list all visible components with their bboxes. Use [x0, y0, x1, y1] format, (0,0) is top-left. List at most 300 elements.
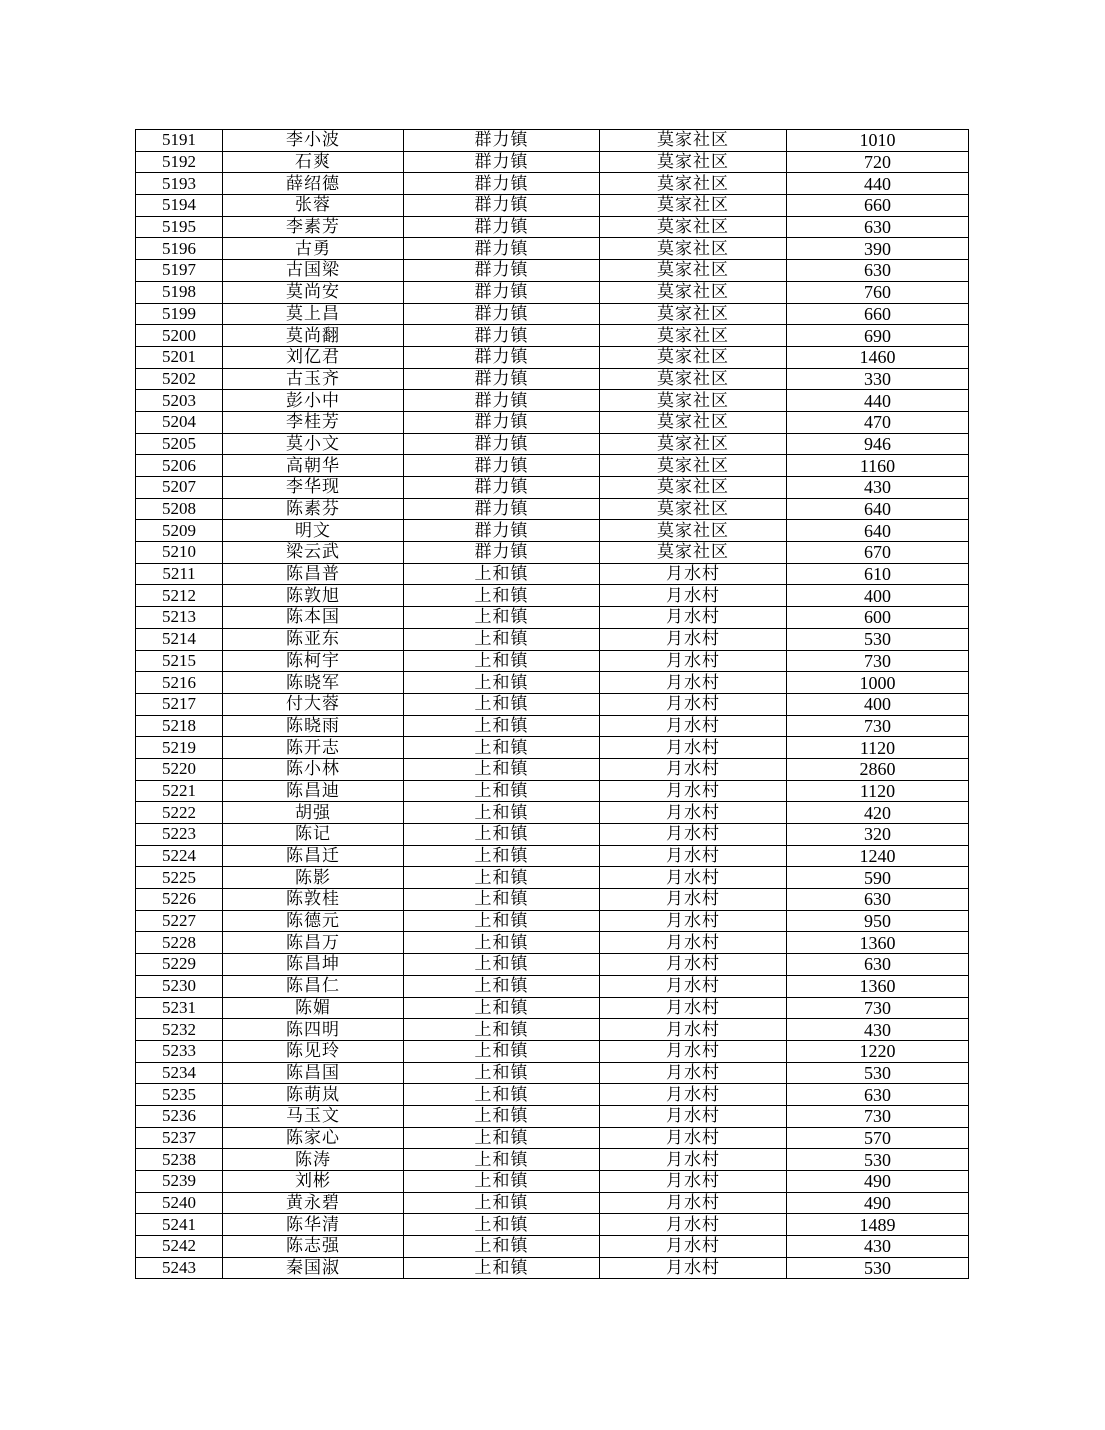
cell-amount: 630: [787, 954, 969, 976]
cell-town: 上和镇: [404, 780, 600, 802]
cell-village: 莫家社区: [600, 498, 787, 520]
cell-amount: 1220: [787, 1040, 969, 1062]
cell-person-name: 陈晓军: [223, 672, 404, 694]
cell-amount: 730: [787, 1105, 969, 1127]
cell-person-name: 陈影: [223, 867, 404, 889]
cell-town: 上和镇: [404, 1084, 600, 1106]
table-row: [136, 477, 969, 499]
cell-amount: 1360: [787, 932, 969, 954]
cell-village: 月水村: [600, 1084, 787, 1106]
cell-town: 群力镇: [404, 498, 600, 520]
cell-town: 上和镇: [404, 607, 600, 629]
cell-amount: 670: [787, 542, 969, 564]
cell-serial-number: 5227: [136, 910, 223, 932]
cell-person-name: 陈媚: [223, 997, 404, 1019]
cell-amount: 1240: [787, 845, 969, 867]
cell-amount: 400: [787, 585, 969, 607]
cell-serial-number: 5208: [136, 498, 223, 520]
cell-serial-number: 5206: [136, 455, 223, 477]
table-row: [136, 1040, 969, 1062]
cell-amount: 430: [787, 1236, 969, 1258]
cell-person-name: 秦国淑: [223, 1257, 404, 1279]
cell-person-name: 陈昌万: [223, 932, 404, 954]
cell-serial-number: 5234: [136, 1062, 223, 1084]
table-row: [136, 954, 969, 976]
table-row: [136, 130, 969, 152]
cell-town: 群力镇: [404, 216, 600, 238]
cell-person-name: 陈开志: [223, 737, 404, 759]
cell-town: 上和镇: [404, 1192, 600, 1214]
cell-town: 上和镇: [404, 650, 600, 672]
cell-town: 群力镇: [404, 130, 600, 152]
cell-amount: 630: [787, 889, 969, 911]
cell-town: 群力镇: [404, 238, 600, 260]
cell-amount: 490: [787, 1192, 969, 1214]
cell-amount: 570: [787, 1127, 969, 1149]
cell-amount: 610: [787, 563, 969, 585]
table-row: [136, 867, 969, 889]
cell-person-name: 陈萌岚: [223, 1084, 404, 1106]
cell-serial-number: 5220: [136, 758, 223, 780]
cell-person-name: 陈志强: [223, 1236, 404, 1258]
table-row: [136, 542, 969, 564]
cell-amount: 1489: [787, 1214, 969, 1236]
table-row: [136, 1171, 969, 1193]
table-row: [136, 1236, 969, 1258]
cell-amount: 1160: [787, 455, 969, 477]
cell-person-name: 陈小林: [223, 758, 404, 780]
table-row: [136, 303, 969, 325]
table-row: [136, 910, 969, 932]
cell-serial-number: 5199: [136, 303, 223, 325]
cell-town: 上和镇: [404, 867, 600, 889]
cell-village: 莫家社区: [600, 216, 787, 238]
cell-person-name: 莫尚翻: [223, 325, 404, 347]
cell-village: 月水村: [600, 975, 787, 997]
cell-village: 月水村: [600, 607, 787, 629]
cell-village: 月水村: [600, 715, 787, 737]
cell-village: 莫家社区: [600, 433, 787, 455]
cell-town: 上和镇: [404, 1257, 600, 1279]
cell-serial-number: 5233: [136, 1040, 223, 1062]
cell-amount: 630: [787, 260, 969, 282]
cell-town: 上和镇: [404, 628, 600, 650]
table-row: [136, 325, 969, 347]
cell-amount: 530: [787, 1257, 969, 1279]
cell-village: 莫家社区: [600, 281, 787, 303]
cell-person-name: 陈昌普: [223, 563, 404, 585]
cell-person-name: 陈德元: [223, 910, 404, 932]
cell-town: 上和镇: [404, 737, 600, 759]
cell-town: 上和镇: [404, 824, 600, 846]
cell-town: 上和镇: [404, 910, 600, 932]
cell-serial-number: 5204: [136, 411, 223, 433]
cell-serial-number: 5197: [136, 260, 223, 282]
cell-village: 月水村: [600, 758, 787, 780]
cell-person-name: 莫小文: [223, 433, 404, 455]
cell-village: 莫家社区: [600, 303, 787, 325]
cell-serial-number: 5240: [136, 1192, 223, 1214]
cell-person-name: 陈涛: [223, 1149, 404, 1171]
cell-amount: 2860: [787, 758, 969, 780]
cell-town: 上和镇: [404, 997, 600, 1019]
cell-village: 月水村: [600, 1236, 787, 1258]
cell-village: 月水村: [600, 563, 787, 585]
table-row: [136, 758, 969, 780]
cell-town: 群力镇: [404, 411, 600, 433]
cell-village: 月水村: [600, 932, 787, 954]
cell-person-name: 陈华清: [223, 1214, 404, 1236]
cell-person-name: 李桂芳: [223, 411, 404, 433]
cell-town: 群力镇: [404, 260, 600, 282]
cell-amount: 530: [787, 1062, 969, 1084]
cell-village: 月水村: [600, 1192, 787, 1214]
cell-person-name: 陈晓雨: [223, 715, 404, 737]
cell-town: 上和镇: [404, 802, 600, 824]
table-row: [136, 281, 969, 303]
cell-serial-number: 5196: [136, 238, 223, 260]
cell-amount: 630: [787, 216, 969, 238]
cell-town: 上和镇: [404, 975, 600, 997]
cell-amount: 630: [787, 1084, 969, 1106]
table-row: [136, 1062, 969, 1084]
cell-town: 上和镇: [404, 954, 600, 976]
cell-serial-number: 5241: [136, 1214, 223, 1236]
cell-town: 群力镇: [404, 281, 600, 303]
cell-amount: 950: [787, 910, 969, 932]
table-row: [136, 1084, 969, 1106]
cell-village: 莫家社区: [600, 173, 787, 195]
table-row: [136, 585, 969, 607]
cell-serial-number: 5221: [136, 780, 223, 802]
cell-serial-number: 5191: [136, 130, 223, 152]
cell-serial-number: 5230: [136, 975, 223, 997]
table-row: [136, 238, 969, 260]
cell-person-name: 陈敦桂: [223, 889, 404, 911]
cell-amount: 330: [787, 368, 969, 390]
cell-serial-number: 5229: [136, 954, 223, 976]
cell-person-name: 陈亚东: [223, 628, 404, 650]
cell-amount: 390: [787, 238, 969, 260]
cell-person-name: 梁云武: [223, 542, 404, 564]
cell-serial-number: 5238: [136, 1149, 223, 1171]
cell-town: 群力镇: [404, 455, 600, 477]
cell-village: 月水村: [600, 889, 787, 911]
cell-serial-number: 5231: [136, 997, 223, 1019]
cell-serial-number: 5214: [136, 628, 223, 650]
cell-serial-number: 5200: [136, 325, 223, 347]
cell-person-name: 胡强: [223, 802, 404, 824]
cell-town: 上和镇: [404, 758, 600, 780]
cell-person-name: 黄永碧: [223, 1192, 404, 1214]
cell-amount: 640: [787, 498, 969, 520]
table-row: [136, 1127, 969, 1149]
cell-serial-number: 5202: [136, 368, 223, 390]
cell-town: 上和镇: [404, 932, 600, 954]
cell-town: 上和镇: [404, 1062, 600, 1084]
table-row: [136, 520, 969, 542]
cell-village: 莫家社区: [600, 368, 787, 390]
table-row: [136, 628, 969, 650]
cell-village: 月水村: [600, 1171, 787, 1193]
cell-amount: 690: [787, 325, 969, 347]
cell-amount: 490: [787, 1171, 969, 1193]
cell-town: 上和镇: [404, 845, 600, 867]
cell-town: 群力镇: [404, 151, 600, 173]
cell-amount: 1460: [787, 346, 969, 368]
cell-town: 群力镇: [404, 303, 600, 325]
cell-person-name: 陈家心: [223, 1127, 404, 1149]
cell-amount: 530: [787, 1149, 969, 1171]
cell-amount: 946: [787, 433, 969, 455]
cell-village: 月水村: [600, 1062, 787, 1084]
cell-person-name: 李素芳: [223, 216, 404, 238]
cell-person-name: 张蓉: [223, 195, 404, 217]
cell-person-name: 陈昌迁: [223, 845, 404, 867]
table-row: [136, 780, 969, 802]
cell-person-name: 马玉文: [223, 1105, 404, 1127]
cell-serial-number: 5225: [136, 867, 223, 889]
cell-person-name: 李小波: [223, 130, 404, 152]
cell-serial-number: 5239: [136, 1171, 223, 1193]
cell-serial-number: 5195: [136, 216, 223, 238]
cell-amount: 720: [787, 151, 969, 173]
cell-village: 莫家社区: [600, 411, 787, 433]
cell-person-name: 陈素芬: [223, 498, 404, 520]
cell-amount: 1000: [787, 672, 969, 694]
cell-village: 月水村: [600, 1149, 787, 1171]
cell-amount: 530: [787, 628, 969, 650]
table-row: [136, 1149, 969, 1171]
cell-serial-number: 5205: [136, 433, 223, 455]
cell-town: 上和镇: [404, 672, 600, 694]
table-row: [136, 845, 969, 867]
cell-serial-number: 5223: [136, 824, 223, 846]
cell-serial-number: 5237: [136, 1127, 223, 1149]
cell-person-name: 陈敦旭: [223, 585, 404, 607]
table-row: [136, 737, 969, 759]
cell-amount: 440: [787, 173, 969, 195]
cell-village: 月水村: [600, 1127, 787, 1149]
cell-person-name: 古勇: [223, 238, 404, 260]
cell-village: 莫家社区: [600, 260, 787, 282]
cell-town: 群力镇: [404, 390, 600, 412]
cell-town: 上和镇: [404, 563, 600, 585]
table-row: [136, 498, 969, 520]
cell-town: 上和镇: [404, 1149, 600, 1171]
cell-village: 月水村: [600, 997, 787, 1019]
cell-amount: 400: [787, 693, 969, 715]
table-row: [136, 151, 969, 173]
cell-amount: 1120: [787, 780, 969, 802]
cell-town: 上和镇: [404, 889, 600, 911]
cell-serial-number: 5243: [136, 1257, 223, 1279]
cell-amount: 470: [787, 411, 969, 433]
cell-village: 月水村: [600, 1214, 787, 1236]
table-row: [136, 433, 969, 455]
cell-person-name: 明文: [223, 520, 404, 542]
cell-amount: 430: [787, 477, 969, 499]
cell-amount: 420: [787, 802, 969, 824]
cell-village: 月水村: [600, 628, 787, 650]
cell-town: 群力镇: [404, 368, 600, 390]
cell-village: 月水村: [600, 1257, 787, 1279]
cell-amount: 760: [787, 281, 969, 303]
cell-town: 上和镇: [404, 585, 600, 607]
table-row: [136, 997, 969, 1019]
table-row: [136, 173, 969, 195]
table-row: [136, 650, 969, 672]
cell-town: 上和镇: [404, 1127, 600, 1149]
cell-amount: 1120: [787, 737, 969, 759]
cell-village: 莫家社区: [600, 477, 787, 499]
cell-person-name: 付大蓉: [223, 693, 404, 715]
cell-village: 莫家社区: [600, 130, 787, 152]
cell-person-name: 古玉齐: [223, 368, 404, 390]
cell-town: 群力镇: [404, 477, 600, 499]
cell-town: 群力镇: [404, 542, 600, 564]
cell-town: 群力镇: [404, 195, 600, 217]
cell-village: 莫家社区: [600, 346, 787, 368]
cell-serial-number: 5228: [136, 932, 223, 954]
table-row: [136, 932, 969, 954]
table-row: [136, 1019, 969, 1041]
cell-amount: 1360: [787, 975, 969, 997]
table-row: [136, 1214, 969, 1236]
table-row: [136, 1192, 969, 1214]
table-row: [136, 715, 969, 737]
data-table: [135, 129, 969, 1279]
cell-person-name: 陈昌迪: [223, 780, 404, 802]
cell-serial-number: 5193: [136, 173, 223, 195]
table-row: [136, 607, 969, 629]
table-row: [136, 563, 969, 585]
cell-town: 上和镇: [404, 1236, 600, 1258]
cell-town: 群力镇: [404, 346, 600, 368]
table-row: [136, 802, 969, 824]
cell-person-name: 陈昌坤: [223, 954, 404, 976]
cell-person-name: 陈见玲: [223, 1040, 404, 1062]
cell-person-name: 古国梁: [223, 260, 404, 282]
cell-amount: 590: [787, 867, 969, 889]
cell-village: 莫家社区: [600, 455, 787, 477]
cell-village: 月水村: [600, 585, 787, 607]
cell-town: 群力镇: [404, 325, 600, 347]
cell-person-name: 陈四明: [223, 1019, 404, 1041]
cell-amount: 730: [787, 650, 969, 672]
cell-serial-number: 5222: [136, 802, 223, 824]
cell-town: 上和镇: [404, 715, 600, 737]
cell-town: 上和镇: [404, 1019, 600, 1041]
cell-person-name: 陈昌仁: [223, 975, 404, 997]
cell-serial-number: 5194: [136, 195, 223, 217]
table-row: [136, 346, 969, 368]
cell-town: 群力镇: [404, 433, 600, 455]
cell-person-name: 刘亿君: [223, 346, 404, 368]
cell-serial-number: 5218: [136, 715, 223, 737]
table-row: [136, 693, 969, 715]
table-row: [136, 1105, 969, 1127]
cell-amount: 430: [787, 1019, 969, 1041]
cell-village: 莫家社区: [600, 542, 787, 564]
cell-serial-number: 5209: [136, 520, 223, 542]
cell-serial-number: 5213: [136, 607, 223, 629]
cell-person-name: 石爽: [223, 151, 404, 173]
cell-serial-number: 5192: [136, 151, 223, 173]
cell-village: 月水村: [600, 845, 787, 867]
table-row: [136, 390, 969, 412]
cell-person-name: 彭小中: [223, 390, 404, 412]
cell-village: 月水村: [600, 1105, 787, 1127]
cell-village: 月水村: [600, 650, 787, 672]
cell-village: 月水村: [600, 693, 787, 715]
cell-serial-number: 5235: [136, 1084, 223, 1106]
cell-amount: 640: [787, 520, 969, 542]
table-row: [136, 368, 969, 390]
cell-village: 莫家社区: [600, 238, 787, 260]
cell-village: 莫家社区: [600, 390, 787, 412]
cell-village: 月水村: [600, 824, 787, 846]
cell-amount: 440: [787, 390, 969, 412]
cell-serial-number: 5224: [136, 845, 223, 867]
cell-serial-number: 5216: [136, 672, 223, 694]
cell-person-name: 陈本国: [223, 607, 404, 629]
cell-village: 月水村: [600, 780, 787, 802]
table-row: [136, 672, 969, 694]
cell-person-name: 莫尚安: [223, 281, 404, 303]
cell-village: 月水村: [600, 1019, 787, 1041]
cell-serial-number: 5203: [136, 390, 223, 412]
cell-amount: 600: [787, 607, 969, 629]
cell-person-name: 莫上昌: [223, 303, 404, 325]
cell-town: 群力镇: [404, 520, 600, 542]
cell-serial-number: 5198: [136, 281, 223, 303]
table-row: [136, 216, 969, 238]
cell-serial-number: 5201: [136, 346, 223, 368]
cell-serial-number: 5210: [136, 542, 223, 564]
table-row: [136, 1257, 969, 1279]
cell-village: 莫家社区: [600, 325, 787, 347]
cell-person-name: 陈柯宇: [223, 650, 404, 672]
table-row: [136, 260, 969, 282]
cell-village: 月水村: [600, 867, 787, 889]
cell-person-name: 刘彬: [223, 1171, 404, 1193]
cell-village: 月水村: [600, 954, 787, 976]
table-row: [136, 889, 969, 911]
cell-person-name: 李华现: [223, 477, 404, 499]
cell-village: 月水村: [600, 910, 787, 932]
cell-serial-number: 5207: [136, 477, 223, 499]
cell-village: 月水村: [600, 737, 787, 759]
table-body: [136, 130, 969, 1279]
cell-person-name: 陈记: [223, 824, 404, 846]
cell-town: 上和镇: [404, 1214, 600, 1236]
cell-village: 月水村: [600, 802, 787, 824]
cell-person-name: 薛绍德: [223, 173, 404, 195]
table-row: [136, 824, 969, 846]
cell-town: 上和镇: [404, 1040, 600, 1062]
cell-serial-number: 5232: [136, 1019, 223, 1041]
cell-town: 上和镇: [404, 1171, 600, 1193]
cell-serial-number: 5217: [136, 693, 223, 715]
cell-serial-number: 5215: [136, 650, 223, 672]
cell-village: 月水村: [600, 1040, 787, 1062]
cell-village: 莫家社区: [600, 520, 787, 542]
cell-person-name: 高朝华: [223, 455, 404, 477]
cell-amount: 660: [787, 195, 969, 217]
cell-village: 莫家社区: [600, 195, 787, 217]
table-row: [136, 411, 969, 433]
